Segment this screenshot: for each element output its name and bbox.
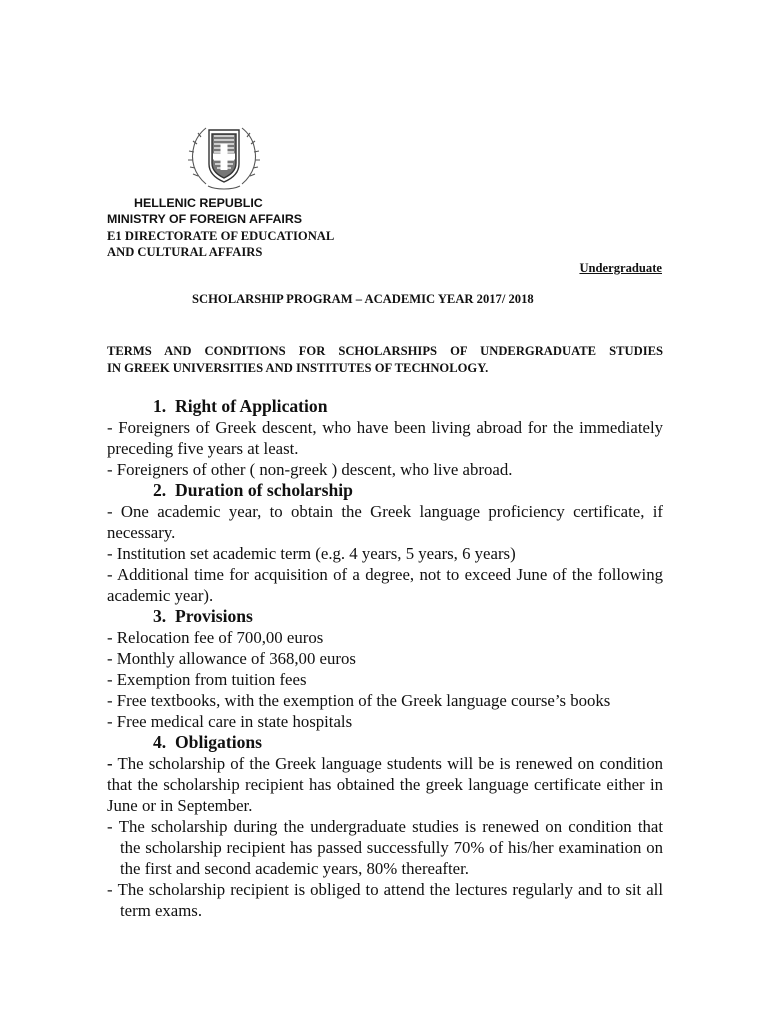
header-affairs: AND CULTURAL AFFAIRS (107, 245, 263, 259)
header-country: HELLENIC REPUBLIC (134, 196, 263, 210)
list-item: - Relocation fee of 700,00 euros (107, 628, 324, 647)
paragraph: - The scholarship of the Greek language students will be is renewed on condition that the scholarship recipient has obtained the greek language certificate either in June or in September. (107, 754, 663, 815)
list-item: - The scholarship recipient is obliged to attend the lectures regularly and to sit all term exams. (107, 880, 663, 920)
paragraph: - Institution set academic term (e.g. 4 years, 5 years, 6 years) (107, 544, 516, 563)
terms-heading (107, 343, 663, 377)
coat-of-arms-emblem (184, 116, 264, 196)
document-body (107, 396, 663, 921)
paragraph: - One academic year, to obtain the Greek language proficiency certificate, if necessary. (107, 502, 663, 542)
section-heading: 1. Right of Application (153, 396, 328, 416)
header-directorate: E1 DIRECTORATE OF EDUCATIONAL (107, 229, 335, 243)
section-heading: 2. Duration of scholarship (153, 480, 353, 500)
level-label: Undergraduate (579, 261, 662, 275)
list-item: - Free medical care in state hospitals (107, 712, 353, 731)
paragraph: - Foreigners of Greek descent, who have been living abroad for the immediately preceding five years at least. (107, 418, 663, 458)
header-ministry: MINISTRY OF FOREIGN AFFAIRS (107, 212, 303, 226)
list-item: - Free textbooks, with the exemption of the Greek language course’s books (107, 691, 611, 710)
paragraph: - Foreigners of other ( non-greek ) descent, who live abroad. (107, 460, 513, 479)
section-heading: 3. Provisions (153, 606, 253, 626)
list-item: - The scholarship during the undergraduate studies is renewed on condition that the scholarship recipient has passed successfully 70% of his/her examination on the first and second academic years, 80% thereafter. (107, 817, 663, 878)
program-title: SCHOLARSHIP PROGRAM – ACADEMIC YEAR 2017/ 2018 (192, 292, 534, 306)
terms-heading-line2: IN GREEK UNIVERSITIES AND INSTITUTES OF TECHNOLOGY. (107, 361, 489, 375)
paragraph: - Additional time for acquisition of a degree, not to exceed June of the following academic year). (107, 565, 663, 605)
terms-heading-line1: TERMS AND CONDITIONS FOR SCHOLARSHIPS OF UNDERGRADUATE STUDIES (107, 344, 663, 358)
list-item: - Exemption from tuition fees (107, 670, 307, 689)
list-item: - Monthly allowance of 368,00 euros (107, 649, 356, 668)
section-heading: 4. Obligations (153, 732, 263, 752)
